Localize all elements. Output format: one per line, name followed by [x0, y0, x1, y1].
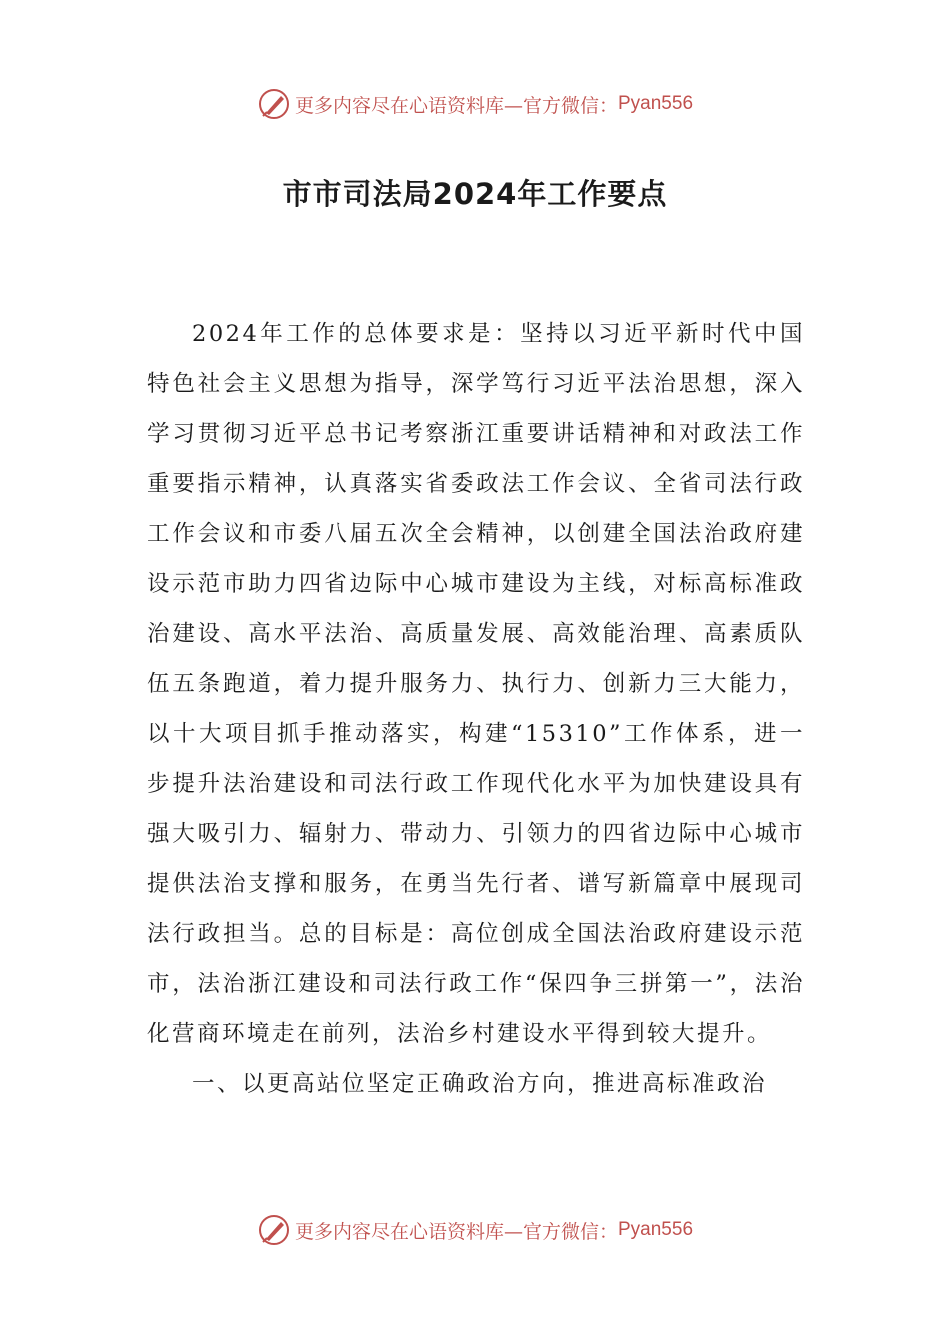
paragraph-section-one-heading: 一、以更高站位坚定正确政治方向，推进高标准政治	[192, 1071, 768, 1097]
watermark-text: 更多内容尽在心语资料库—官方微信：	[294, 94, 618, 117]
document-body	[147, 309, 805, 1109]
watermark-footer	[0, 1210, 950, 1250]
watermark-wechat-id: Pyan556	[618, 1219, 694, 1240]
watermark-text: 更多内容尽在心语资料库—官方微信：	[294, 1220, 618, 1243]
watermark-wechat-id: Pyan556	[618, 93, 694, 114]
pen-logo-icon	[257, 87, 291, 121]
paragraph-general-requirements: 2024年工作的总体要求是：坚持以习近平新时代中国特色社会主义思想为指导，深学笃行习近平法治思想，深入学习贯彻习近平总书记考察浙江重要讲话精神和对政法工作重要指示精神，认真落实省委政法工作会议、全省司法行政工作会议和市委八届五次全会精神，以创建全国法治政府建设示范市助力四省边际中心城市建设为主线，对标高标准政治建设、高水平法治、高质量发展、高效能治理、高素质队伍五条跑道，着力提升服务力、执行力、创新力三大能力，以十大项目抓手推动落实，构建“15310”工作体系，进一步提升法治建设和司法行政工作现代化水平为加快建设具有强大吸引力、辐射力、带动力、引领力的四省边际中心城市提供法治支撑和服务，在勇当先行者、谱写新篇章中展现司法行政担当。总的目标是：高位创成全国法治政府建设示范市，法治浙江建设和司法行政工作“保四争三拼第一”，法治化营商环境走在前列，法治乡村建设水平得到较大提升。	[147, 321, 805, 1047]
pen-logo-icon	[257, 1213, 291, 1247]
document-title: 市市司法局2024年工作要点	[282, 177, 668, 211]
watermark-header	[0, 84, 950, 124]
